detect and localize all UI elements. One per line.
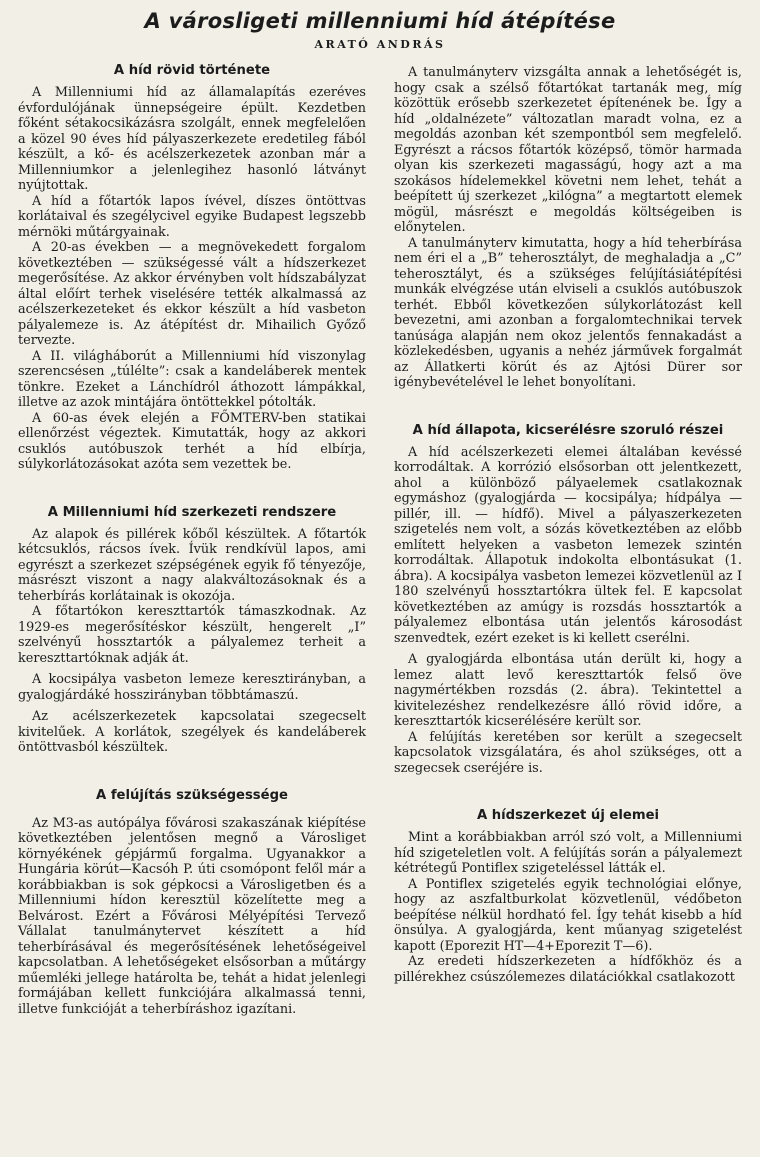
paragraph: Az alapok és pillérek kőből készültek. A főtartók kétcsuklós, rácsos ívek. Ívük rendkívül lapos, ami egyrészt a szerkezet szépségének egyik fő tényezője, másrészt viszont a nagy alakváltozásoknak és a teherbírás korlátainak is okozója. [18,526,366,604]
left-column [18,59,366,1017]
article-author: ARATÓ ANDRÁS [314,38,446,51]
section-heading-renovation-need: A felújítás szükségessége [96,787,288,803]
paragraph: A Pontiflex szigetelés egyik technológiai előnye, hogy az aszfaltburkolat közvetlenül, védőbeton beépítése nélkül hordható fel. Így tehát kisebb a híd önsúlya. A gyalogjárda, kent műanyag szigetelést kapott (Eporezit HT—4+Eporezit T—6). [394,876,742,954]
paragraph: Az eredeti hídszerkezeten a hídfőkhöz és a pillérekhez csúszólemezes dilatációkkal csatlakozott [394,954,742,985]
section-heading-history: A híd rövid története [113,63,271,78]
paragraph: A Millenniumi híd az államalapítás ezeréves évfordulójának ünnepségeire épült. Kezdetben főként sétakocsikázásra szolgált, ennek megfelelően a közel 90 éves híd pályaszerkezete eredetileg fából készült, a kő- és acélszerkezetek azonban már a Millenniumkor a jelenlegihez hasonló látványt nyújtottak. [18,85,366,193]
paragraph: A II. világháborút a Millenniumi híd viszonylag szerencsésen „túlélte”: csak a kandeláberek mentek tönkre. Ezeket a Lánchídról áthozott lámpákkal, illetve az azok mintájára öntöttekkel pótolták. [18,348,366,410]
paragraph: Az M3-as autópálya fővárosi szakaszának kiépítése következtében jelentősen megnő a Városliget környékének gépjármű forgalma. Ugyanakkor a Hungária körút—Kacsóh P. úti csomópont felől már a korábbiakban is sok gépkocsi a Városligetben és a Millenniumi hídon keresztül közelítette meg a Belvárost. Ezért a Fővárosi Mélyépítési Tervező Vállalat tanulmánytervet készített a híd teherbírásával és megerősítésének lehetőségeivel kapcsolatban. A lehetőségeket elsősorban a műtárgy műemléki jellege határolta be, tehát a hidat jelenlegi formájában kellett funkciójára alkalmassá tenni, illetve funkcióját a teherbíráshoz igazítani. [18,815,366,1017]
paragraph: A tanulmányterv vizsgálta annak a lehetőségét is, hogy csak a szélső főtartókat tartanák meg, míg közöttük erősebb szerkezetet építenének be. Így a híd „oldalnézete” változatlan maradt volna, ez a megoldás azonban két szempontból sem megfelelő. Egyrészt a rácsos főtartók középső, tömör harmada olyan kis szerkezeti magasságú, hogy azt a ma szokásos hídelemekkel követni nem lehet, tehát a beépített új szerkezet „kilógna” a megtartott elemek mögül, másrészt e megoldás költségeiben is előnytelen. [394,65,742,235]
article-columns [18,59,742,1017]
paragraph: A főtartókon kereszttartók támaszkodnak. Az 1929-es megerősítéskor készült, hengerelt „I” szelvényű hossztartók a pályalemez terheit a kereszttartóknak adják át. [18,604,366,666]
paragraph: A 20-as években — a megnövekedett forgalom következtében — szükségessé vált a hídszerkezet megerősítése. Az akkor érvényben volt hídszabályzat által előírt terhek viselésére tették alkalmassá az acélszerkezeteket és ekkor készült a híd vasbeton pályalemeze is. Az átépítést dr. Mihailich Győző tervezte. [18,240,366,348]
paragraph: A kocsipálya vasbeton lemeze keresztirányban, a gyalogjárdáké hosszirányban többtámaszú. [18,672,366,703]
section-heading-condition: A híd állapota, kicserélésre szoruló részei [412,422,724,438]
paragraph: A híd acélszerkezeti elemei általában kevéssé korrodáltak. A korrózió elsősorban ott jelentkezett, ahol a különböző pályaelemek csatlakoznak egymáshoz (gyalogjárda — kocsipálya; hídpálya — pillér, ill. — hídfő). Mivel a pályaszerkezeten szigetelés nem volt, a sózás következtében az előbb említett helyeken a vasbeton lemezek szintén korrodáltak. Állapotuk indokolta elbontásukat (1. ábra). A kocsipálya vasbeton lemezei közvetlenül az I 180 szelvényű hossztartókra ültek fel. E kapcsolat következtében az amúgy is rozsdás hossztartók a pályalemez elbontása után jelentős károsodást szenvedtek, ezért ezeket is ki kellett cserélni. [394,444,742,646]
paragraph: Az acélszerkezetek kapcsolatai szegecselt kivitelűek. A korlátok, szegélyek és kandeláberek öntöttvasból készültek. [18,709,366,755]
paragraph: A gyalogjárda elbontása után derült ki, hogy a lemez alatt levő kereszttartók felső öve nagymértékben rozsdás (2. ábra). Tekintettel a kivitelezéshez rendelkezésre álló rövid időre, a kereszttartók kicserélésére került sor. [394,652,742,729]
article-title: A városligeti millenniumi híd átépítése [144,9,616,33]
paragraph: A felújítás keretében sor került a szegecselt kapcsolatok vizsgálatára, és ahol szükséges, ott a szegecsek cseréjére is. [394,729,742,776]
section-heading-structure: A Millenniumi híd szerkezeti rendszere [47,504,337,520]
section-heading-new-elements: A hídszerkezet új elemei [476,808,660,823]
paragraph: A 60-as évek elején a FŐMTERV-ben statikai ellenőrzést végeztek. Kimutatták, hogy az akkori csuklós autóbuszok terhét a híd elbírja, súlykorlátozásokat azóta sem vezettek be. [18,410,366,472]
paragraph: Mint a korábbiakban arról szó volt, a Millenniumi híd szigeteletlen volt. A felújítás során a pályalemezt kétrétegű Pontiflex szigeteléssel látták el. [394,830,742,876]
paragraph: A tanulmányterv kimutatta, hogy a híd teherbírása nem éri el a „B” teherosztályt, de meghaladja a „C” teherosztályt, és a szükséges felújításiátépítési munkák elvégzése után elviseli a csuklós autóbuszok terhét. Ebből következően súlykorlátozást kell bevezetni, ami azonban a forgalomtechnikai tervek tanúsága alapján nem okoz jelentős fennakadást a közlekedésben, ugyanis a nehéz járművek forgalmát az Állatkerti körút és az Ajtósi Dürer sor igénybevételével le lehet bonyolítani. [394,235,742,390]
right-column [394,59,742,1017]
paragraph: A híd a főtartók lapos ívével, díszes öntöttvas korlátaival és szegélycivel egyike Budapest legszebb mérnöki műtárgyainak. [18,193,366,240]
